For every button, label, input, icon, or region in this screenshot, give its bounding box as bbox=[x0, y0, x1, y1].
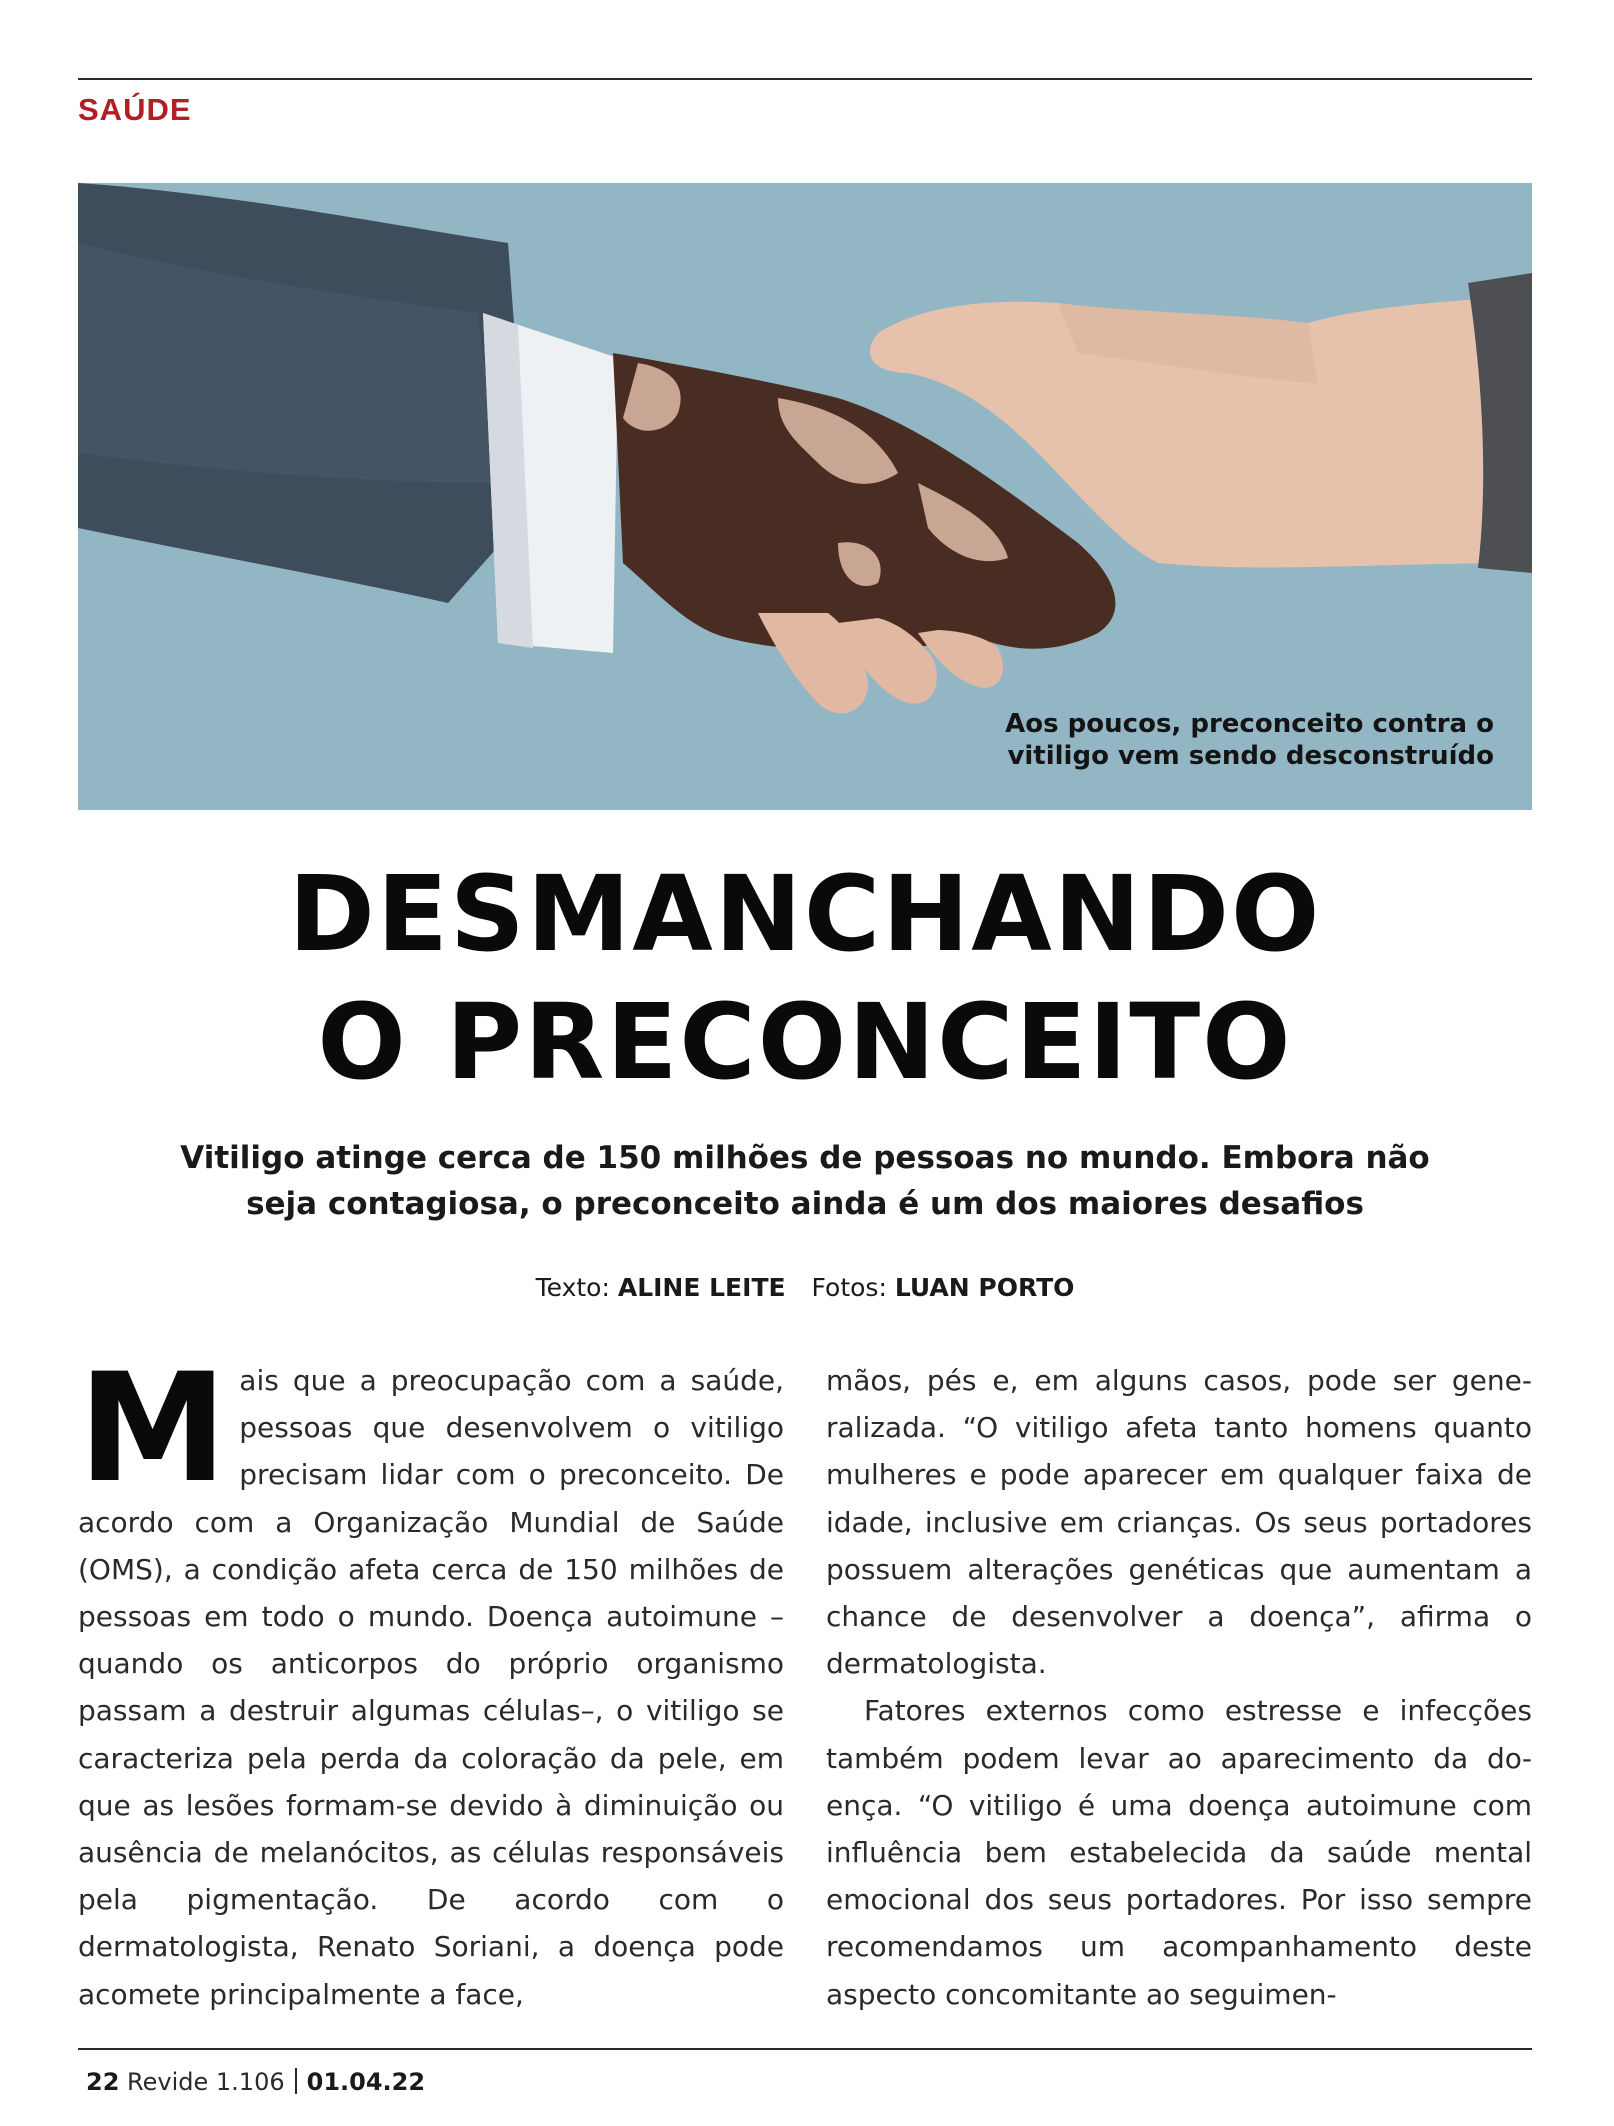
publication-issue: Revide 1.106 bbox=[127, 2068, 285, 2096]
top-rule bbox=[78, 78, 1532, 80]
section-label: SAÚDE bbox=[78, 92, 192, 127]
article-column-right bbox=[826, 1357, 1532, 2018]
headline bbox=[78, 850, 1532, 1106]
deck-subtitle: Vitiligo atinge cerca de 150 milhões de pessoas no mundo. Embora não seja contagiosa, o preconceito ainda é um dos maiores desafios bbox=[180, 1140, 1430, 1222]
body-paragraph bbox=[78, 1342, 784, 2018]
text-credit-author: ALINE LEITE bbox=[617, 1273, 786, 1302]
headline-line-1: DESMANCHANDO bbox=[288, 853, 1322, 975]
photo-caption: Aos poucos, preconceito contra o vitiligo vem sendo desconstruído bbox=[1005, 709, 1494, 771]
body-paragraph: Fatores externos como estresse e infecções também podem levar ao aparecimento da doença. “O vitiligo é uma doença autoimune com influência bem estabelecida da saúde mental emocional dos seus portadores. Por isso sempre recomendamos um acompanhamento deste aspecto concomitante ao seguimen- bbox=[826, 1694, 1532, 2011]
body-text-left: ais que a preocupação com a saúde, pessoas que desenvolvem o vitiligo precisam lidar com o preconceito. De acordo com a Organização Mundial de Saúde (OMS), a condição afeta cerca de 150 milhões de pessoas em todo o mundo. Doença autoimune – quando os anticorpos do próprio organismo passam a destruir algumas células–, o vitiligo se caracteriza pela perda da coloração da pele, em que as lesões formam-se devido à diminuição ou ausência de melanócitos, as células responsáveis pela pigmentação. De acordo com o dermatologista, Renato Soriani, a doença pode acomete principalmente a face, bbox=[78, 1364, 784, 2011]
issue-date: 01.04.22 bbox=[306, 2068, 426, 2096]
photo-credit-label: Fotos: bbox=[811, 1273, 887, 1302]
footer-divider bbox=[295, 2068, 297, 2094]
handshake-photo bbox=[78, 183, 1532, 810]
drop-cap: M bbox=[78, 1342, 228, 1516]
page-number: 22 bbox=[86, 2068, 120, 2096]
headline-line-2: O PRECONCEITO bbox=[317, 981, 1293, 1103]
photo-credit-author: LUAN PORTO bbox=[894, 1273, 1075, 1302]
page-footer bbox=[86, 2068, 425, 2096]
article-column-left bbox=[78, 1342, 784, 2018]
bottom-rule bbox=[78, 2048, 1532, 2050]
text-credit-label: Texto: bbox=[535, 1273, 610, 1302]
body-paragraph: mãos, pés e, em alguns casos, pode ser generalizada. “O vitiligo afeta tanto homens quanto mulheres e pode aparecer em qualquer faixa de idade, inclusive em crianças. Os seus portadores possuem alterações genéticas que aumentam a chance de desenvolver a doença”, afirma o dermatologista. bbox=[826, 1364, 1532, 1681]
byline bbox=[78, 1273, 1532, 1302]
